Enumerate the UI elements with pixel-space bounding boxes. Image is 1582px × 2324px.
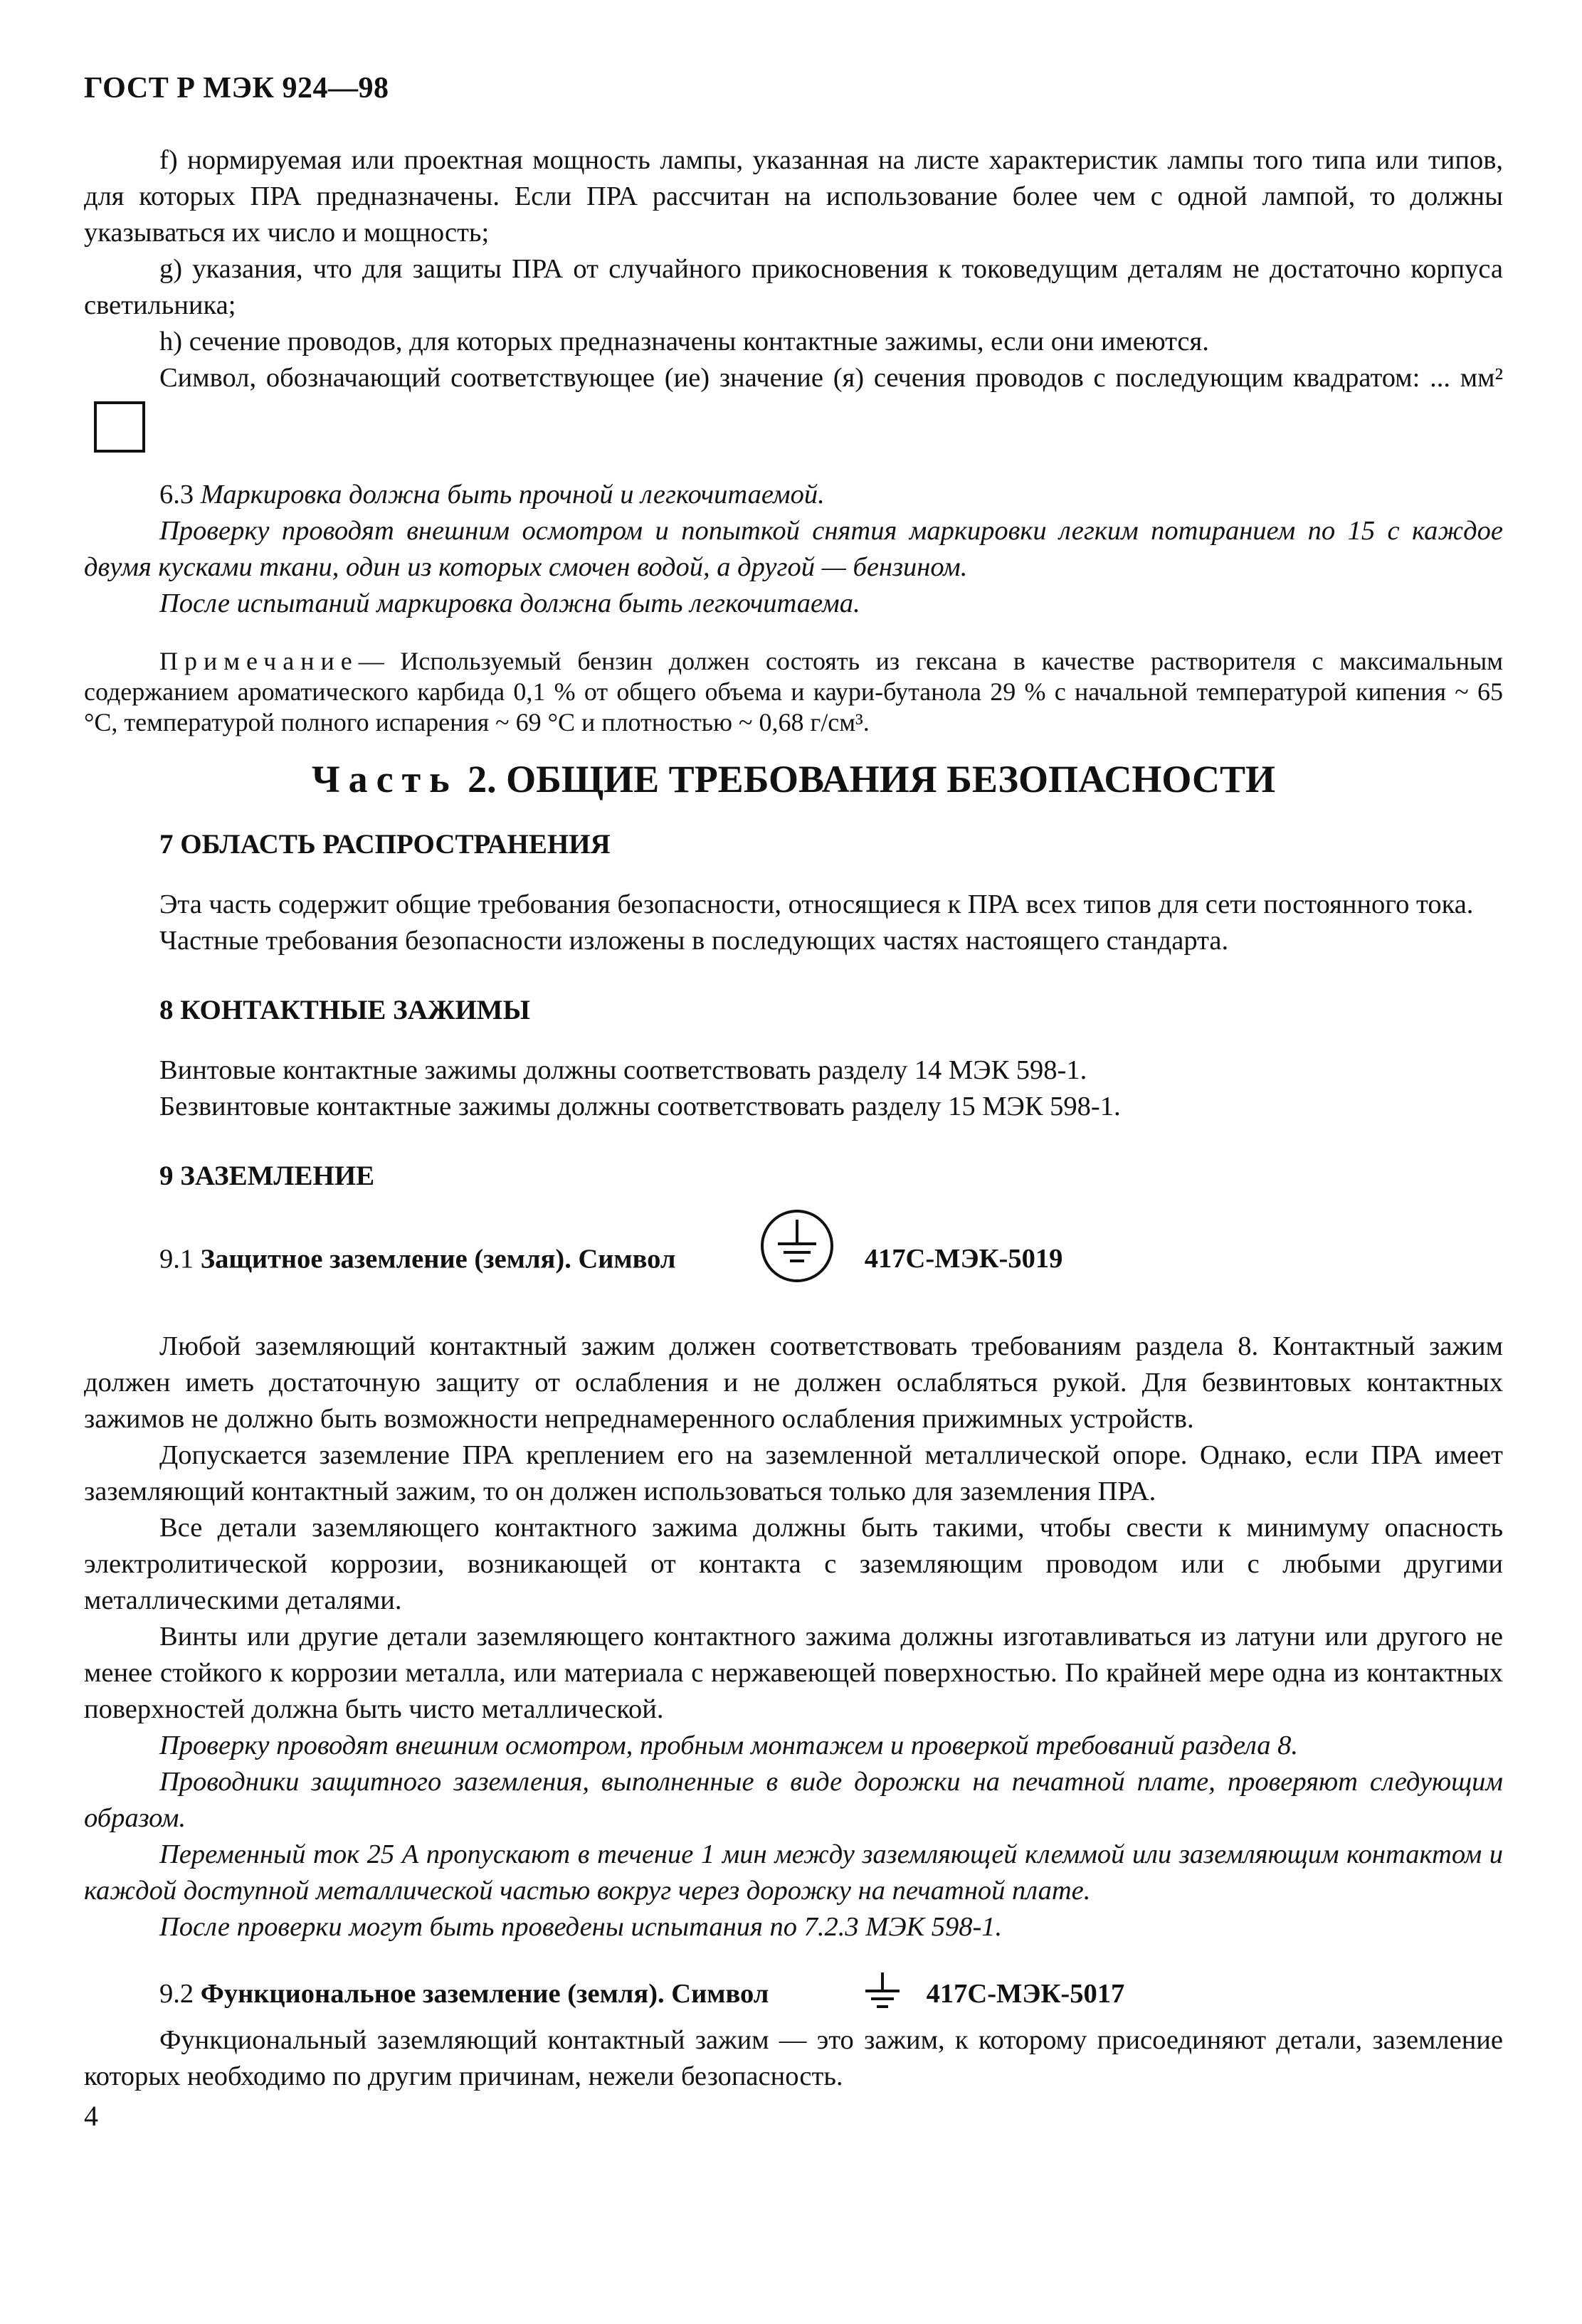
list-item-f: f) нормируемая или проектная мощность лампы, указанная на листе характеристик лампы того типа или типов, для которых ПРА предназначены. Если ПРА рассчитан на использование более чем с одной лампой, то должны указываться их число и мощность;: [84, 145, 1503, 248]
section-7-p2: Частные требования безопасности изложены в последующих частях настоящего стандарта.: [159, 926, 1229, 956]
section-9-1-check-1: Проверку проводят внешним осмотром, пробным монтажем и проверкой требований раздела 8.: [159, 1731, 1299, 1760]
section-9-1-check-2: Проводники защитного заземления, выполненные в виде дорожки на печатной плате, проверяют следующим образом.: [84, 1767, 1503, 1833]
symbol-description: [84, 360, 1503, 453]
section-9-1-title: Защитное заземление (земля). Символ: [200, 1244, 676, 1274]
section-7-p1: Эта часть содержит общие требования безопасности, относящиеся к ПРА всех типов для сети постоянного тока.: [159, 889, 1474, 919]
functional-earth-icon: [786, 1970, 904, 2022]
section-9-1-number: 9.1: [159, 1244, 194, 1274]
section-6-3-check: Проверку проводят внешним осмотром и попыткой снятия маркировки легким потиранием по 15 с каждое двумя кусками ткани, один из которых смочен водой, а другой — бензином.: [84, 516, 1503, 582]
square-symbol-icon: [94, 401, 145, 453]
section-6-3-title: Маркировка должна быть прочной и легкочитаемой.: [200, 480, 825, 509]
symbol-text: Символ, обозначающий соответствующее (ие) значение (я) сечения проводов с последующим квадратом: ... мм²: [159, 363, 1503, 393]
section-9-1-p3: Все детали заземляющего контактного зажима должны быть такими, чтобы свести к минимуму опасность электролитической коррозии, возникающей от контакта с заземляющим проводом или с любыми другими металлическими деталями.: [84, 1513, 1503, 1615]
section-6-3-number: 6.3: [159, 480, 194, 509]
section-9-heading: 9 ЗАЗЕМЛЕНИЕ: [159, 1161, 375, 1191]
section-8-p1: Винтовые контактные зажимы должны соответствовать разделу 14 МЭК 598-1.: [159, 1055, 1087, 1085]
section-9-1-p2: Допускается заземление ПРА креплением его на заземленной металлической опоре. Однако, если ПРА имеет заземляющий контактный зажим, то он должен использоваться только для заземления ПРА.: [84, 1440, 1503, 1506]
page-number: 4: [84, 2100, 98, 2132]
section-9-1-check-4: После проверки могут быть проведены испытания по 7.2.3 МЭК 598-1.: [159, 1912, 1003, 1942]
protective-earth-icon: [682, 1207, 836, 1316]
part-2-label: Часть: [311, 758, 458, 801]
note: [84, 646, 1503, 738]
section-9-2-heading: [84, 1970, 1503, 2022]
note-text: — Используемый бензин должен состоять из гексана в качестве растворителя с максимальным содержанием ароматического карбида 0,1 % от общего объема и каури-бутанола 29 % с начальной температурой кипения ~ 65 °С, температурой полного испарения ~ 69 °С и плотностью ~ 0,68 г/см³.: [84, 647, 1503, 736]
section-9-1-p1: Любой заземляющий контактный зажим должен соответствовать требованиям раздела 8. Контактный зажим должен иметь достаточную защиту от ослабления и не должен ослабляться рукой. Для безвинтовых контактных зажимов не должно быть возможности непреднамеренного ослабления прижимных устройств.: [84, 1331, 1503, 1434]
section-9-1-code: 417С-МЭК-5019: [864, 1244, 1063, 1274]
section-9-2-title: Функциональное заземление (земля). Символ: [200, 1978, 769, 2009]
list-item-h: h) сечение проводов, для которых предназначены контактные зажимы, если они имеются.: [159, 327, 1209, 356]
part-2-title: 2. ОБЩИЕ ТРЕБОВАНИЯ БЕЗОПАСНОСТИ: [468, 758, 1276, 801]
section-8-p2: Безвинтовые контактные зажимы должны соответствовать разделу 15 МЭК 598-1.: [159, 1092, 1121, 1121]
part-2-heading: [84, 756, 1503, 802]
section-9-1-heading: [84, 1207, 1503, 1316]
section-8-heading: 8 КОНТАКТНЫЕ ЗАЖИМЫ: [159, 995, 530, 1025]
section-9-1-p4: Винты или другие детали заземляющего контактного зажима должны изготавливаться из латуни или другого не менее стойкого к коррозии металла, или материала с нержавеющей поверхностью. По крайней мере одна из контактных поверхностей должна быть чисто металлической.: [84, 1622, 1503, 1724]
note-label: Примечание: [159, 647, 359, 675]
section-9-2-p1: Функциональный заземляющий контактный зажим — это зажим, к которому присоединяют детали, заземление которых необходимо по другим причинам, нежели безопасность.: [84, 2025, 1503, 2091]
document-body: [84, 142, 1503, 2095]
section-7-heading: 7 ОБЛАСТЬ РАСПРОСТРАНЕНИЯ: [159, 829, 611, 860]
section-6-3: [84, 477, 1503, 513]
section-6-3-after: После испытаний маркировка должна быть легкочитаема.: [159, 588, 860, 618]
section-9-2-number: 9.2: [159, 1978, 194, 2009]
section-9-2-code: 417С-МЭК-5017: [926, 1978, 1125, 2009]
section-9-1-check-3: Переменный ток 25 А пропускают в течение 1 мин между заземляющей клеммой или заземляющим контактом и каждой доступной металлической частью вокруг через дорожку на печатной плате.: [84, 1839, 1503, 1906]
list-item-g: g) указания, что для защиты ПРА от случайного прикосновения к токоведущим деталям не достаточно корпуса светильника;: [84, 254, 1503, 320]
document-header: ГОСТ Р МЭК 924—98: [84, 72, 389, 105]
